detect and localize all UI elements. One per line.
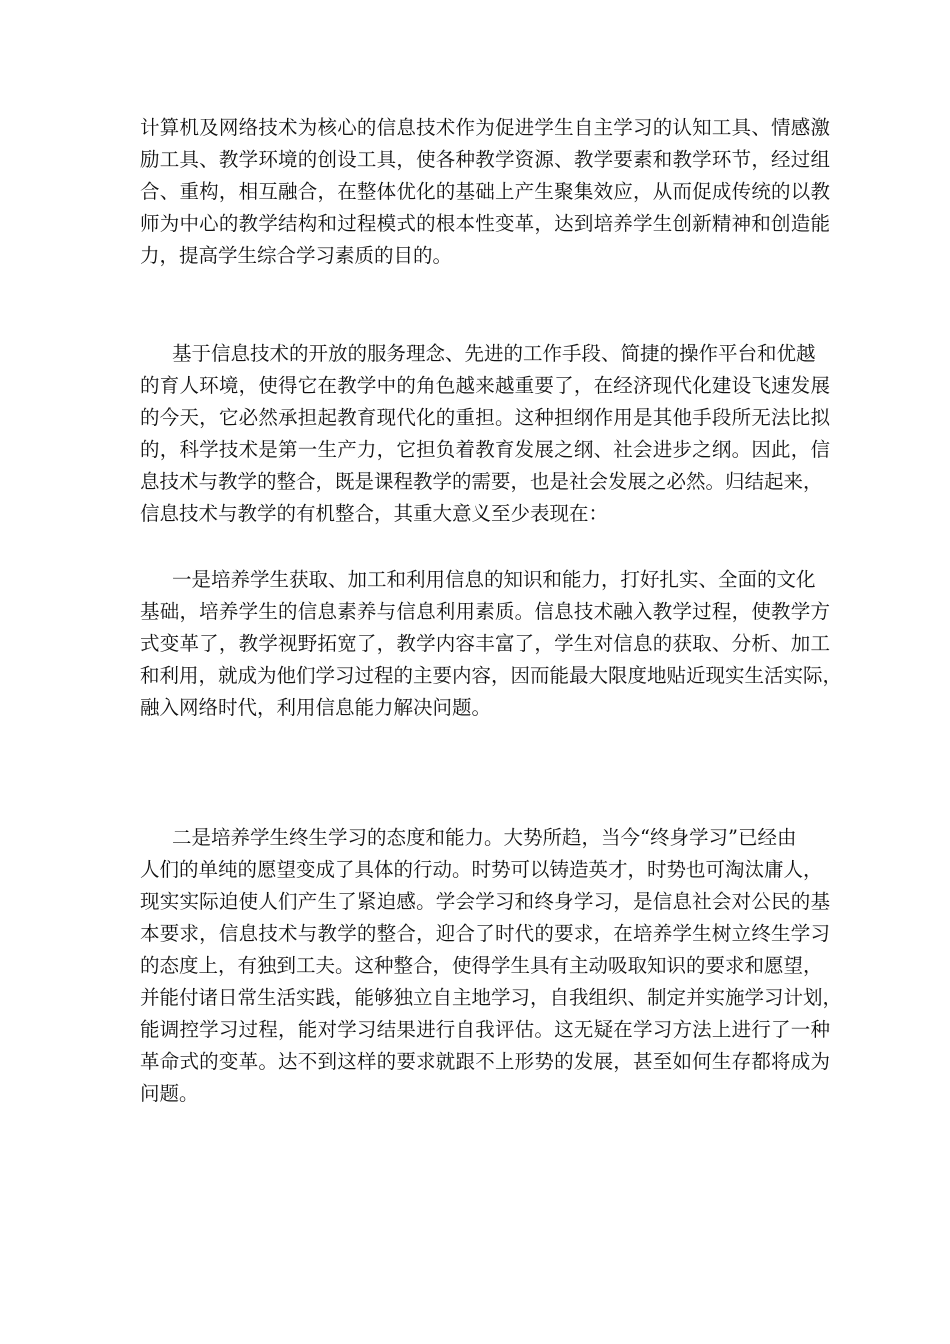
text-line: 励工具、教学环境的创设工具，使各种教学资源、教学要素和教学环节，经过组: [140, 148, 830, 171]
text-line: 式变革了，教学视野拓宽了，教学内容丰富了，学生对信息的获取、分析、加工: [140, 632, 830, 655]
paragraph-2: [140, 338, 830, 530]
text-line: 基础，培养学生的信息素养与信息利用素质。信息技术融入教学过程，使教学方: [140, 600, 830, 623]
text-line: 力，提高学生综合学习素质的目的。: [140, 244, 453, 267]
text-line: 革命式的变革。达不到这样的要求就跟不上形势的发展，甚至如何生存都将成为: [140, 1050, 830, 1073]
text-line: 现实实际迫使人们产生了紧迫感。学会学习和终身学习，是信息社会对公民的基: [140, 890, 830, 913]
text-line: 并能付诸日常生活实践，能够独立自主地学习，自我组织、制定并实施学习计划，: [140, 986, 843, 1009]
text-line: 信息技术与教学的有机整合，其重大意义至少表现在：: [140, 502, 609, 525]
paragraph-3: [140, 564, 843, 724]
text-line: 计算机及网络技术为核心的信息技术作为促进学生自主学习的认知工具、情感激: [140, 116, 830, 139]
text-line: 人们的单纯的愿望变成了具体的行动。时势可以铸造英才，时势也可淘汰庸人，: [140, 858, 823, 881]
text-line: 融入网络时代，利用信息能力解决问题。: [140, 696, 492, 719]
text-line: 的态度上，有独到工夫。这种整合，使得学生具有主动吸取知识的要求和愿望，: [140, 954, 823, 977]
paragraph-1: [140, 112, 830, 272]
text-line: 二是培养学生终生学习的态度和能力。大势所趋，当今“终身学习”已经由: [172, 826, 797, 849]
text-line: 合、重构，相互融合，在整体优化的基础上产生聚集效应，从而促成传统的以教: [140, 180, 830, 203]
text-line: 的育人环境，使得它在教学中的角色越来越重要了，在经济现代化建设飞速发展: [140, 374, 830, 397]
text-line: 能调控学习过程，能对学习结果进行自我评估。这无疑在学习方法上进行了一种: [140, 1018, 830, 1041]
text-line: 师为中心的教学结构和过程模式的根本性变革，达到培养学生创新精神和创造能: [140, 212, 830, 235]
text-line: 基于信息技术的开放的服务理念、先进的工作手段、简捷的操作平台和优越: [172, 342, 816, 365]
text-line: 的今天，它必然承担起教育现代化的重担。这种担纲作用是其他手段所无法比拟: [140, 406, 830, 429]
text-line: 问题。: [140, 1082, 199, 1105]
text-line: 和利用，就成为他们学习过程的主要内容，因而能最大限度地贴近现实生活实际，: [140, 664, 843, 687]
text-line: 息技术与教学的整合，既是课程教学的需要，也是社会发展之必然。归结起来，: [140, 470, 823, 493]
text-line: 本要求，信息技术与教学的整合，迎合了时代的要求，在培养学生树立终生学习: [140, 922, 830, 945]
text-line: 一是培养学生获取、加工和利用信息的知识和能力，打好扎实、全面的文化: [172, 568, 816, 591]
text-line: 的，科学技术是第一生产力，它担负着教育发展之纲、社会进步之纲。因此，信: [140, 438, 830, 461]
paragraph-4: [140, 822, 843, 1110]
